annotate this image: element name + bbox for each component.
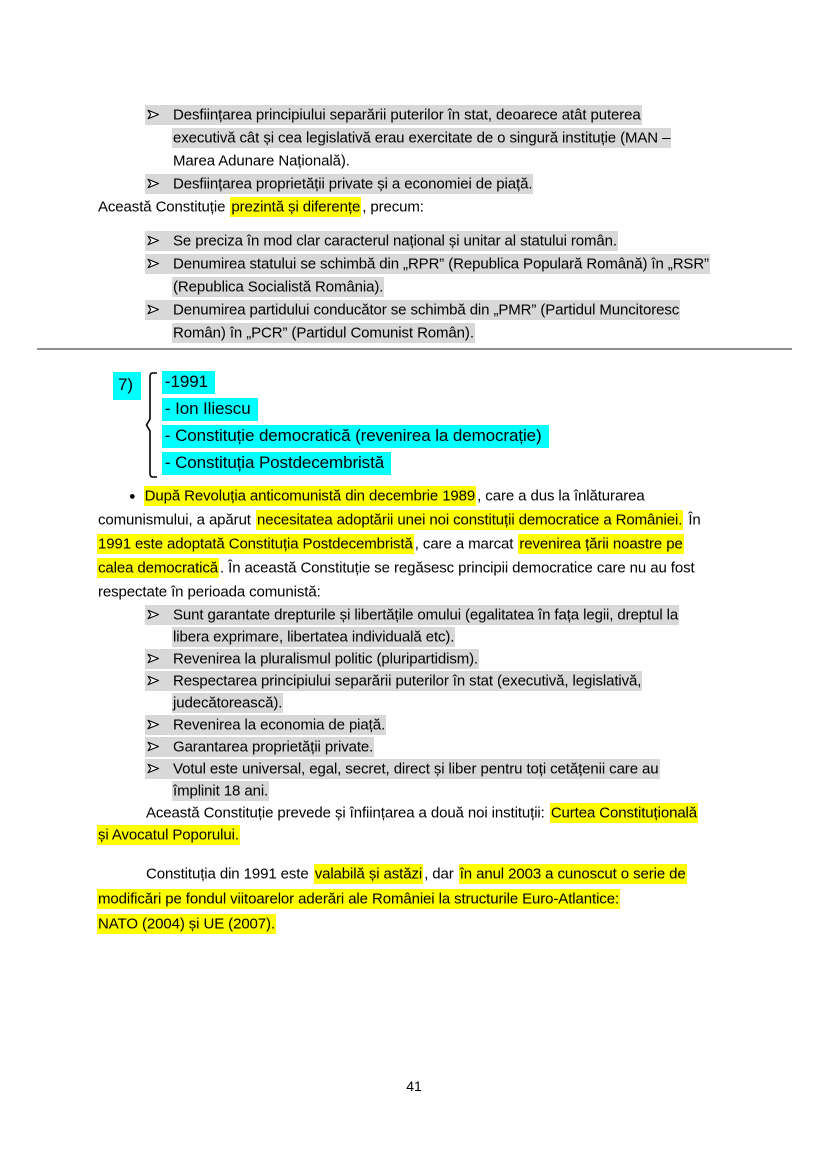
arrow-bullet-icon	[145, 671, 172, 691]
arrow-bullet-icon	[145, 737, 172, 757]
list-item	[97, 605, 748, 649]
text-line	[97, 298, 748, 321]
text-segment: (Republica Socialistă România).	[173, 278, 384, 295]
text-line	[97, 149, 748, 172]
arrow-bullet-icon	[145, 759, 172, 779]
text-segment: Revenirea la economia de piață.	[173, 716, 386, 734]
top-region	[97, 103, 748, 344]
text-line	[97, 195, 748, 218]
list-item	[97, 103, 748, 172]
text-segment: și Avocatul Poporului.	[98, 826, 239, 844]
text-segment: ●	[129, 490, 136, 502]
text-segment: necesitatea adoptării unei noi constituții democratice a României.	[256, 511, 683, 529]
paragraph-1991-validity	[97, 862, 748, 937]
text-segment: Sunt garantate drepturile și libertățile omului (egalitatea în fața legii, dreptul la	[173, 606, 679, 624]
text-line	[97, 275, 748, 298]
text-line	[162, 369, 549, 396]
text-segment: Această Constituție prevede și înființarea a două noi instituții:	[146, 804, 549, 822]
text-line	[97, 321, 748, 344]
text-segment: respectate în perioada comunistă:	[98, 583, 321, 601]
text-line	[97, 126, 748, 149]
text-line	[97, 825, 748, 847]
list-item	[97, 229, 748, 252]
section-7-item: - Ion Iliescu	[162, 398, 258, 421]
text-segment: Respectarea principiului separării puterilor în stat (executivă, legislativă,	[173, 672, 642, 690]
text-line	[97, 252, 748, 275]
text-segment: , care a dus la înlăturarea	[477, 487, 645, 505]
arrow-bullet-icon	[145, 105, 172, 125]
text-line	[97, 887, 748, 912]
text-segment: executivă cât și cea legislativă erau exercitate de o singură instituție (MAN –	[173, 129, 671, 146]
list-item	[97, 649, 748, 671]
text-segment: calea democratică	[98, 559, 219, 577]
text-line	[97, 172, 748, 195]
text-segment: comunismului, a apărut	[98, 511, 255, 529]
text-line	[97, 759, 748, 781]
text-segment: Denumirea statului se schimbă din „RPR” (Republica Populară Română) în „RSR”	[173, 255, 709, 272]
text-line	[97, 627, 748, 649]
text-segment: , dar	[424, 865, 458, 883]
section-7-1991	[113, 369, 748, 479]
text-line	[97, 229, 748, 252]
list-item	[97, 298, 748, 344]
text-line	[97, 781, 748, 803]
text-segment: Curtea Constituțională	[550, 804, 698, 822]
page-number: 41	[406, 1078, 422, 1094]
list-item	[97, 737, 748, 759]
section-7-label: 7)	[113, 372, 141, 400]
list-item	[97, 671, 748, 715]
text-line	[97, 557, 748, 581]
text-line	[97, 533, 748, 557]
text-segment: judecătorească).	[173, 694, 283, 712]
text-segment: 1991 este adoptată Constituția Postdecembristă	[98, 535, 413, 553]
brace-icon	[144, 371, 160, 479]
text-segment: NATO (2004) și UE (2007).	[98, 915, 276, 933]
text-segment: libera exprimare, libertatea individuală etc).	[173, 628, 455, 646]
paragraph-differences-intro	[97, 195, 748, 218]
list-item	[97, 759, 748, 803]
text-line	[162, 423, 549, 450]
text-line	[97, 605, 748, 627]
bullet-list-constitution-abolitions	[97, 103, 748, 195]
section-divider	[37, 348, 792, 350]
text-line	[162, 396, 549, 423]
section-7-item: - Constituția Postdecembristă	[162, 452, 391, 475]
text-segment: În	[684, 511, 701, 529]
text-segment: Votul este universal, egal, secret, direct și liber pentru toți cetățenii care au	[173, 760, 659, 778]
text-line	[97, 671, 748, 693]
arrow-bullet-icon	[145, 231, 172, 251]
text-segment: modificări pe fondul viitoarelor aderări ale României la structurile Euro-Atlantice:	[98, 890, 620, 908]
bullet-list-democratic-principles	[97, 605, 748, 803]
arrow-bullet-icon	[145, 605, 172, 625]
list-item	[97, 252, 748, 298]
text-segment: în anul 2003 a cunoscut o serie de	[459, 865, 686, 883]
text-segment: , precum:	[362, 198, 424, 215]
bullet-list-differences	[97, 229, 748, 344]
text-line	[162, 450, 549, 477]
text-line	[97, 715, 748, 737]
section-7-items	[162, 369, 549, 477]
list-item	[97, 715, 748, 737]
text-line	[97, 912, 748, 937]
arrow-bullet-icon	[145, 715, 172, 735]
arrow-bullet-icon	[145, 174, 172, 194]
arrow-bullet-icon	[145, 300, 172, 320]
text-segment: Român) în „PCR” (Partidul Comunist Român).	[173, 324, 474, 341]
text-segment: Se preciza în mod clar caracterul național și unitar al statului român.	[173, 232, 617, 249]
text-segment: Desființarea principiului separării puterilor în stat, deoarece atât puterea	[173, 106, 641, 123]
text-line	[97, 581, 748, 605]
text-segment: Această Constituție	[98, 198, 230, 215]
section-7-item: -1991	[162, 371, 215, 394]
text-segment: Constituția din 1991 este	[146, 865, 313, 883]
text-segment: revenirea țării noastre pe	[519, 535, 683, 553]
paragraph-new-institutions	[97, 803, 748, 847]
text-segment: Denumirea partidului conducător se schimbă din „PMR” (Partidul Muncitoresc	[173, 301, 680, 318]
text-segment: împlinit 18 ani.	[173, 782, 269, 800]
text-line	[97, 509, 748, 533]
text-line	[97, 803, 748, 825]
text-line	[97, 649, 748, 671]
text-segment: Desființarea proprietății private și a economiei de piață.	[173, 175, 533, 192]
text-segment: Marea Adunare Națională).	[173, 152, 350, 169]
text-segment: , care a marcat	[414, 535, 518, 553]
list-item	[97, 172, 748, 195]
arrow-bullet-icon	[145, 254, 172, 274]
text-segment: Garantarea proprietății private.	[173, 738, 374, 756]
text-segment: După Revoluția anticomunistă din decembrie 1989	[144, 487, 476, 505]
text-line	[97, 862, 748, 887]
paragraph-revolution-1989	[97, 484, 748, 605]
text-segment: prezintă și diferențe	[231, 198, 361, 215]
text-segment: Revenirea la pluralismul politic (pluripartidism).	[173, 650, 479, 668]
text-line	[97, 737, 748, 759]
text-line	[97, 693, 748, 715]
text-line	[97, 103, 748, 126]
text-line	[97, 484, 748, 509]
text-segment: valabilă și astăzi	[314, 865, 423, 883]
section-7-item: - Constituție democratică (revenirea la democrație)	[162, 425, 549, 448]
text-segment: . În această Constituție se regăsesc principii democratice care nu au fost	[220, 559, 695, 577]
arrow-bullet-icon	[145, 649, 172, 669]
